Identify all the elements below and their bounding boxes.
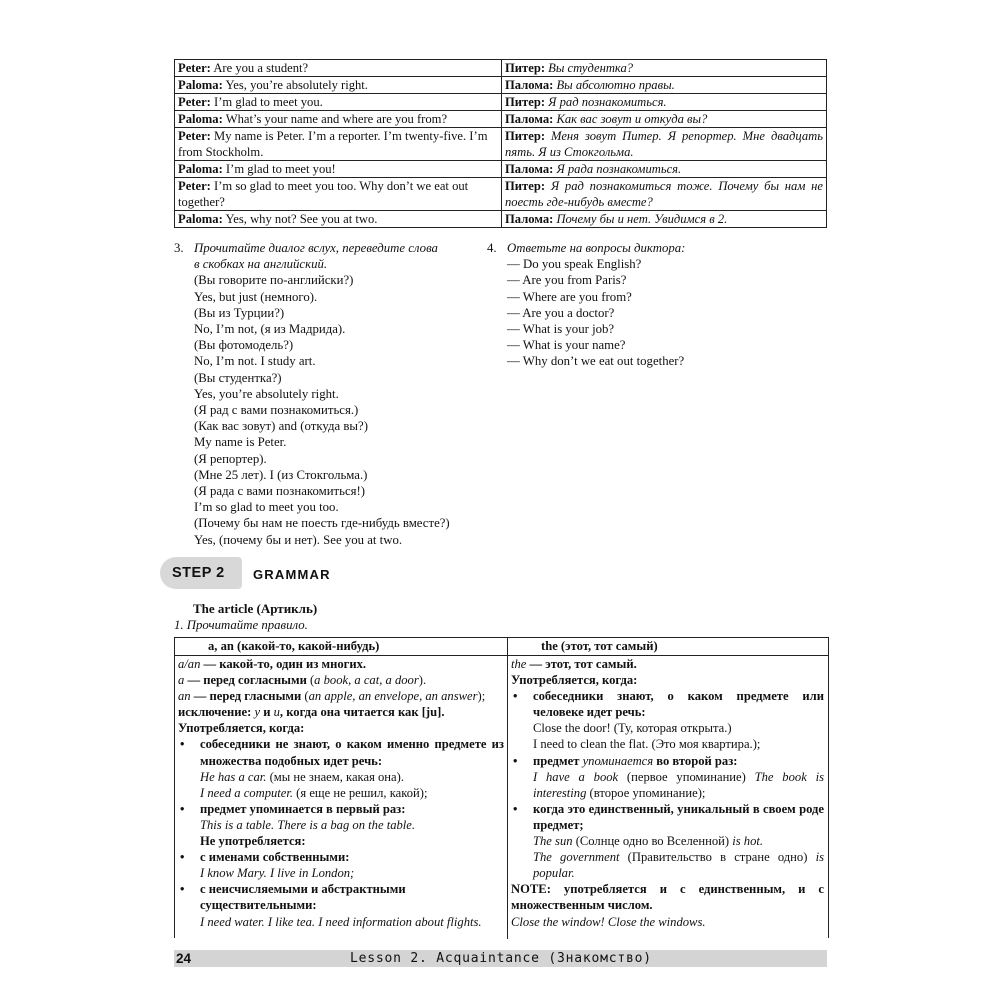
dialogue-line: What’s your name and where are you from? xyxy=(222,112,448,126)
exercise-3 xyxy=(174,240,489,548)
dialogue-row xyxy=(175,77,827,94)
exercise-line: My name is Peter. xyxy=(194,435,287,450)
exercise-line: (Мне 25 лет). I (из Стокгольма.) xyxy=(194,467,368,482)
speaker-name: Палома: xyxy=(505,162,554,176)
rule-line: a/an — какой-то, один из многих. xyxy=(178,657,367,671)
dialogue-en-cell xyxy=(175,77,502,94)
footer-title: Lesson 2. Acquaintance (Знакомство) xyxy=(350,951,652,966)
page-number: 24 xyxy=(176,951,192,966)
exercise-line: (Почему бы нам не поесть где-нибудь вместе?) xyxy=(194,516,450,531)
bullet-item: • с именами собственными: xyxy=(178,849,504,865)
column-the xyxy=(508,656,827,939)
dialogue-line: Как вас зовут и откуда вы? xyxy=(553,112,708,126)
example-line: I need to clean the flat. (Это моя квартира.); xyxy=(533,737,761,752)
bullet-item: • когда это единственный, уникальный в своем роде предмет; xyxy=(511,801,824,833)
rule-line: an — перед гласными (an apple, an envelope, an answer); xyxy=(178,689,486,704)
exercise-line: (Вы говорите по-английски?) xyxy=(194,273,354,288)
dialogue-line: Почему бы и нет. Увидимся в 2. xyxy=(553,212,728,226)
dialogue-en-cell xyxy=(175,111,502,128)
dialogue-ru-cell xyxy=(502,128,827,161)
header-the: the (этот, тот самый) xyxy=(541,639,658,653)
dialogue-table xyxy=(174,59,827,228)
exercise-3-lines xyxy=(174,272,489,547)
dialogue-row xyxy=(175,161,827,178)
note-line: NOTE: употребляется и с единственным, и с множественным числом. xyxy=(511,882,824,913)
question-line: — Do you speak English? xyxy=(507,257,642,272)
step-label: STEP 2 xyxy=(172,565,225,581)
speaker-name: Peter: xyxy=(178,129,211,143)
speaker-name: Питер: xyxy=(505,61,546,75)
rule-line: Не употребляется: xyxy=(200,834,306,849)
grammar-table-header xyxy=(175,638,828,656)
dialogue-ru-cell xyxy=(502,94,827,111)
dialogue-line: I’m so glad to meet you too. Why don’t we eat out together? xyxy=(178,179,469,209)
article-heading: The article (Артикль) xyxy=(193,601,318,616)
example-line: He has a car. (мы не знаем, какая она). xyxy=(200,769,404,784)
question-line: — What is your name? xyxy=(507,338,626,353)
dialogue-line: Вы абсолютно правы. xyxy=(553,78,675,92)
rule-line: the — этот, тот самый. xyxy=(511,657,637,671)
dialogue-line: I’m glad to meet you. xyxy=(210,95,323,109)
dialogue-ru-cell xyxy=(502,111,827,128)
speaker-name: Питер: xyxy=(505,95,546,109)
question-line: — Are you a doctor? xyxy=(507,305,615,320)
dialogue-line: Я рад познакомиться тоже. Почему бы нам не поесть где-нибудь вместе? xyxy=(505,179,823,209)
exercise-line: (Как вас зовут) and (откуда вы?) xyxy=(194,419,368,434)
exercise-3-number: 3. xyxy=(174,241,184,255)
question-line: — Where are you from? xyxy=(507,289,632,304)
speaker-name: Палома: xyxy=(505,78,554,92)
bullet-item: • собеседники не знают, о каком именно предмете из множества подобных идет речь: xyxy=(178,736,504,768)
speaker-name: Питер: xyxy=(505,129,546,143)
column-a-an xyxy=(175,656,508,939)
speaker-name: Paloma: xyxy=(178,212,223,226)
dialogue-en-cell xyxy=(175,94,502,111)
exercise-4-questions xyxy=(487,256,817,369)
dialogue-line: Yes, why not? See you at two. xyxy=(222,212,378,226)
exercise-line: Yes, you’re absolutely right. xyxy=(194,386,339,401)
question-line: — What is your job? xyxy=(507,322,615,337)
example-line: Close the door! (Ту, которая открыта.) xyxy=(533,721,732,736)
question-line: — Why don’t we eat out together? xyxy=(507,354,685,369)
exercise-line: No, I’m not. I study art. xyxy=(194,354,316,369)
speaker-name: Питер: xyxy=(505,179,546,193)
exercise-line: Yes, (почему бы и нет). See you at two. xyxy=(194,532,403,547)
speaker-name: Палома: xyxy=(505,112,554,126)
dialogue-en-cell xyxy=(175,60,502,77)
header-a-an: a, an (какой-то, какой-нибудь) xyxy=(175,638,508,655)
example-line: I need a computer. (я еще не решил, какой); xyxy=(200,785,428,800)
dialogue-line: Yes, you’re absolutely right. xyxy=(222,78,368,92)
speaker-name: Paloma: xyxy=(178,78,223,92)
note-example: Close the window! Close the windows. xyxy=(511,914,706,929)
exercise-4-number: 4. xyxy=(487,241,497,255)
dialogue-ru-cell xyxy=(502,77,827,94)
dialogue-row xyxy=(175,94,827,111)
speaker-name: Paloma: xyxy=(178,112,223,126)
dialogue-line: My name is Peter. I’m a reporter. I’m twenty-five. I’m from Stockholm. xyxy=(178,129,488,159)
example-line: I need water. I like tea. I need information about flights. xyxy=(200,914,482,929)
dialogue-row xyxy=(175,111,827,128)
exercise-4 xyxy=(487,240,817,370)
dialogue-row xyxy=(175,128,827,161)
exercise-line: (Я рад с вами познакомиться.) xyxy=(194,403,359,418)
example-line: The sun (Солнце одно во Вселенной) is hot. xyxy=(533,834,764,849)
dialogue-line: Are you a student? xyxy=(210,61,309,75)
dialogue-ru-cell xyxy=(502,161,827,178)
exercise-line: (Вы из Турции?) xyxy=(194,305,285,320)
bullet-item: • собеседники знают, о каком предмете или человеке идет речь: xyxy=(511,688,824,720)
rule-line: исключение: y и u, когда она читается как [ju]. xyxy=(178,705,445,720)
dialogue-row xyxy=(175,178,827,211)
bullet-item: • предмет упоминается в первый раз: xyxy=(178,801,504,817)
bullet-item: • с неисчисляемыми и абстрактными существительными: xyxy=(178,881,428,913)
exercise-3-instruction: Прочитайте диалог вслух, переведите слова в скобках на английский. xyxy=(194,241,438,272)
example-line: This is a table. There is a bag on the table. xyxy=(200,817,416,832)
dialogue-en-cell xyxy=(175,161,502,178)
dialogue-en-cell xyxy=(175,211,502,228)
bullet-item: • предмет упоминается во второй раз: xyxy=(511,753,824,769)
dialogue-ru-cell xyxy=(502,211,827,228)
exercise-line: (Вы студентка?) xyxy=(194,370,282,385)
grammar-table xyxy=(174,637,829,938)
speaker-name: Палома: xyxy=(505,212,554,226)
dialogue-line: Я рада познакомиться. xyxy=(553,162,682,176)
speaker-name: Peter: xyxy=(178,179,211,193)
exercise-4-instruction: Ответьте на вопросы диктора: xyxy=(507,241,686,255)
exercise-line: No, I’m not, (я из Мадрида). xyxy=(194,322,346,337)
dialogue-line: I’m glad to meet you! xyxy=(222,162,336,176)
rule-line: Употребляется, когда: xyxy=(178,721,305,736)
question-line: — Are you from Paris? xyxy=(507,273,627,288)
article-instruction: 1. Прочитайте правило. xyxy=(174,618,308,632)
dialogue-en-cell xyxy=(175,128,502,161)
step-title: GRAMMAR xyxy=(253,567,331,582)
exercise-line: (Я рада с вами познакомиться!) xyxy=(194,484,366,499)
dialogue-line: Я рад познакомиться. xyxy=(545,95,667,109)
exercise-line: I’m so glad to meet you too. xyxy=(194,500,339,515)
dialogue-line: Меня зовут Питер. Я репортер. Мне двадцать пять. Я из Стокгольма. xyxy=(505,129,823,159)
exercise-line: (Вы фотомодель?) xyxy=(194,338,294,353)
dialogue-ru-cell xyxy=(502,178,827,211)
dialogue-en-cell xyxy=(175,178,502,211)
example-line: I know Mary. I live in London; xyxy=(200,866,355,881)
speaker-name: Paloma: xyxy=(178,162,223,176)
exercise-line: Yes, but just (немного). xyxy=(194,289,318,304)
example-line: I have a book (первое упоминание) The book is interesting (второе упоминание); xyxy=(533,769,824,800)
example-line: The government (Правительство в стране одно) is popular. xyxy=(533,850,824,881)
dialogue-row xyxy=(175,60,827,77)
rule-line: Употребляется, когда: xyxy=(511,673,638,688)
speaker-name: Peter: xyxy=(178,95,211,109)
exercise-line: (Я репортер). xyxy=(194,451,267,466)
dialogue-line: Вы студентка? xyxy=(545,61,634,75)
speaker-name: Peter: xyxy=(178,61,211,75)
rule-line: a — перед согласными (a book, a cat, a door). xyxy=(178,673,427,688)
dialogue-row xyxy=(175,211,827,228)
dialogue-ru-cell xyxy=(502,60,827,77)
